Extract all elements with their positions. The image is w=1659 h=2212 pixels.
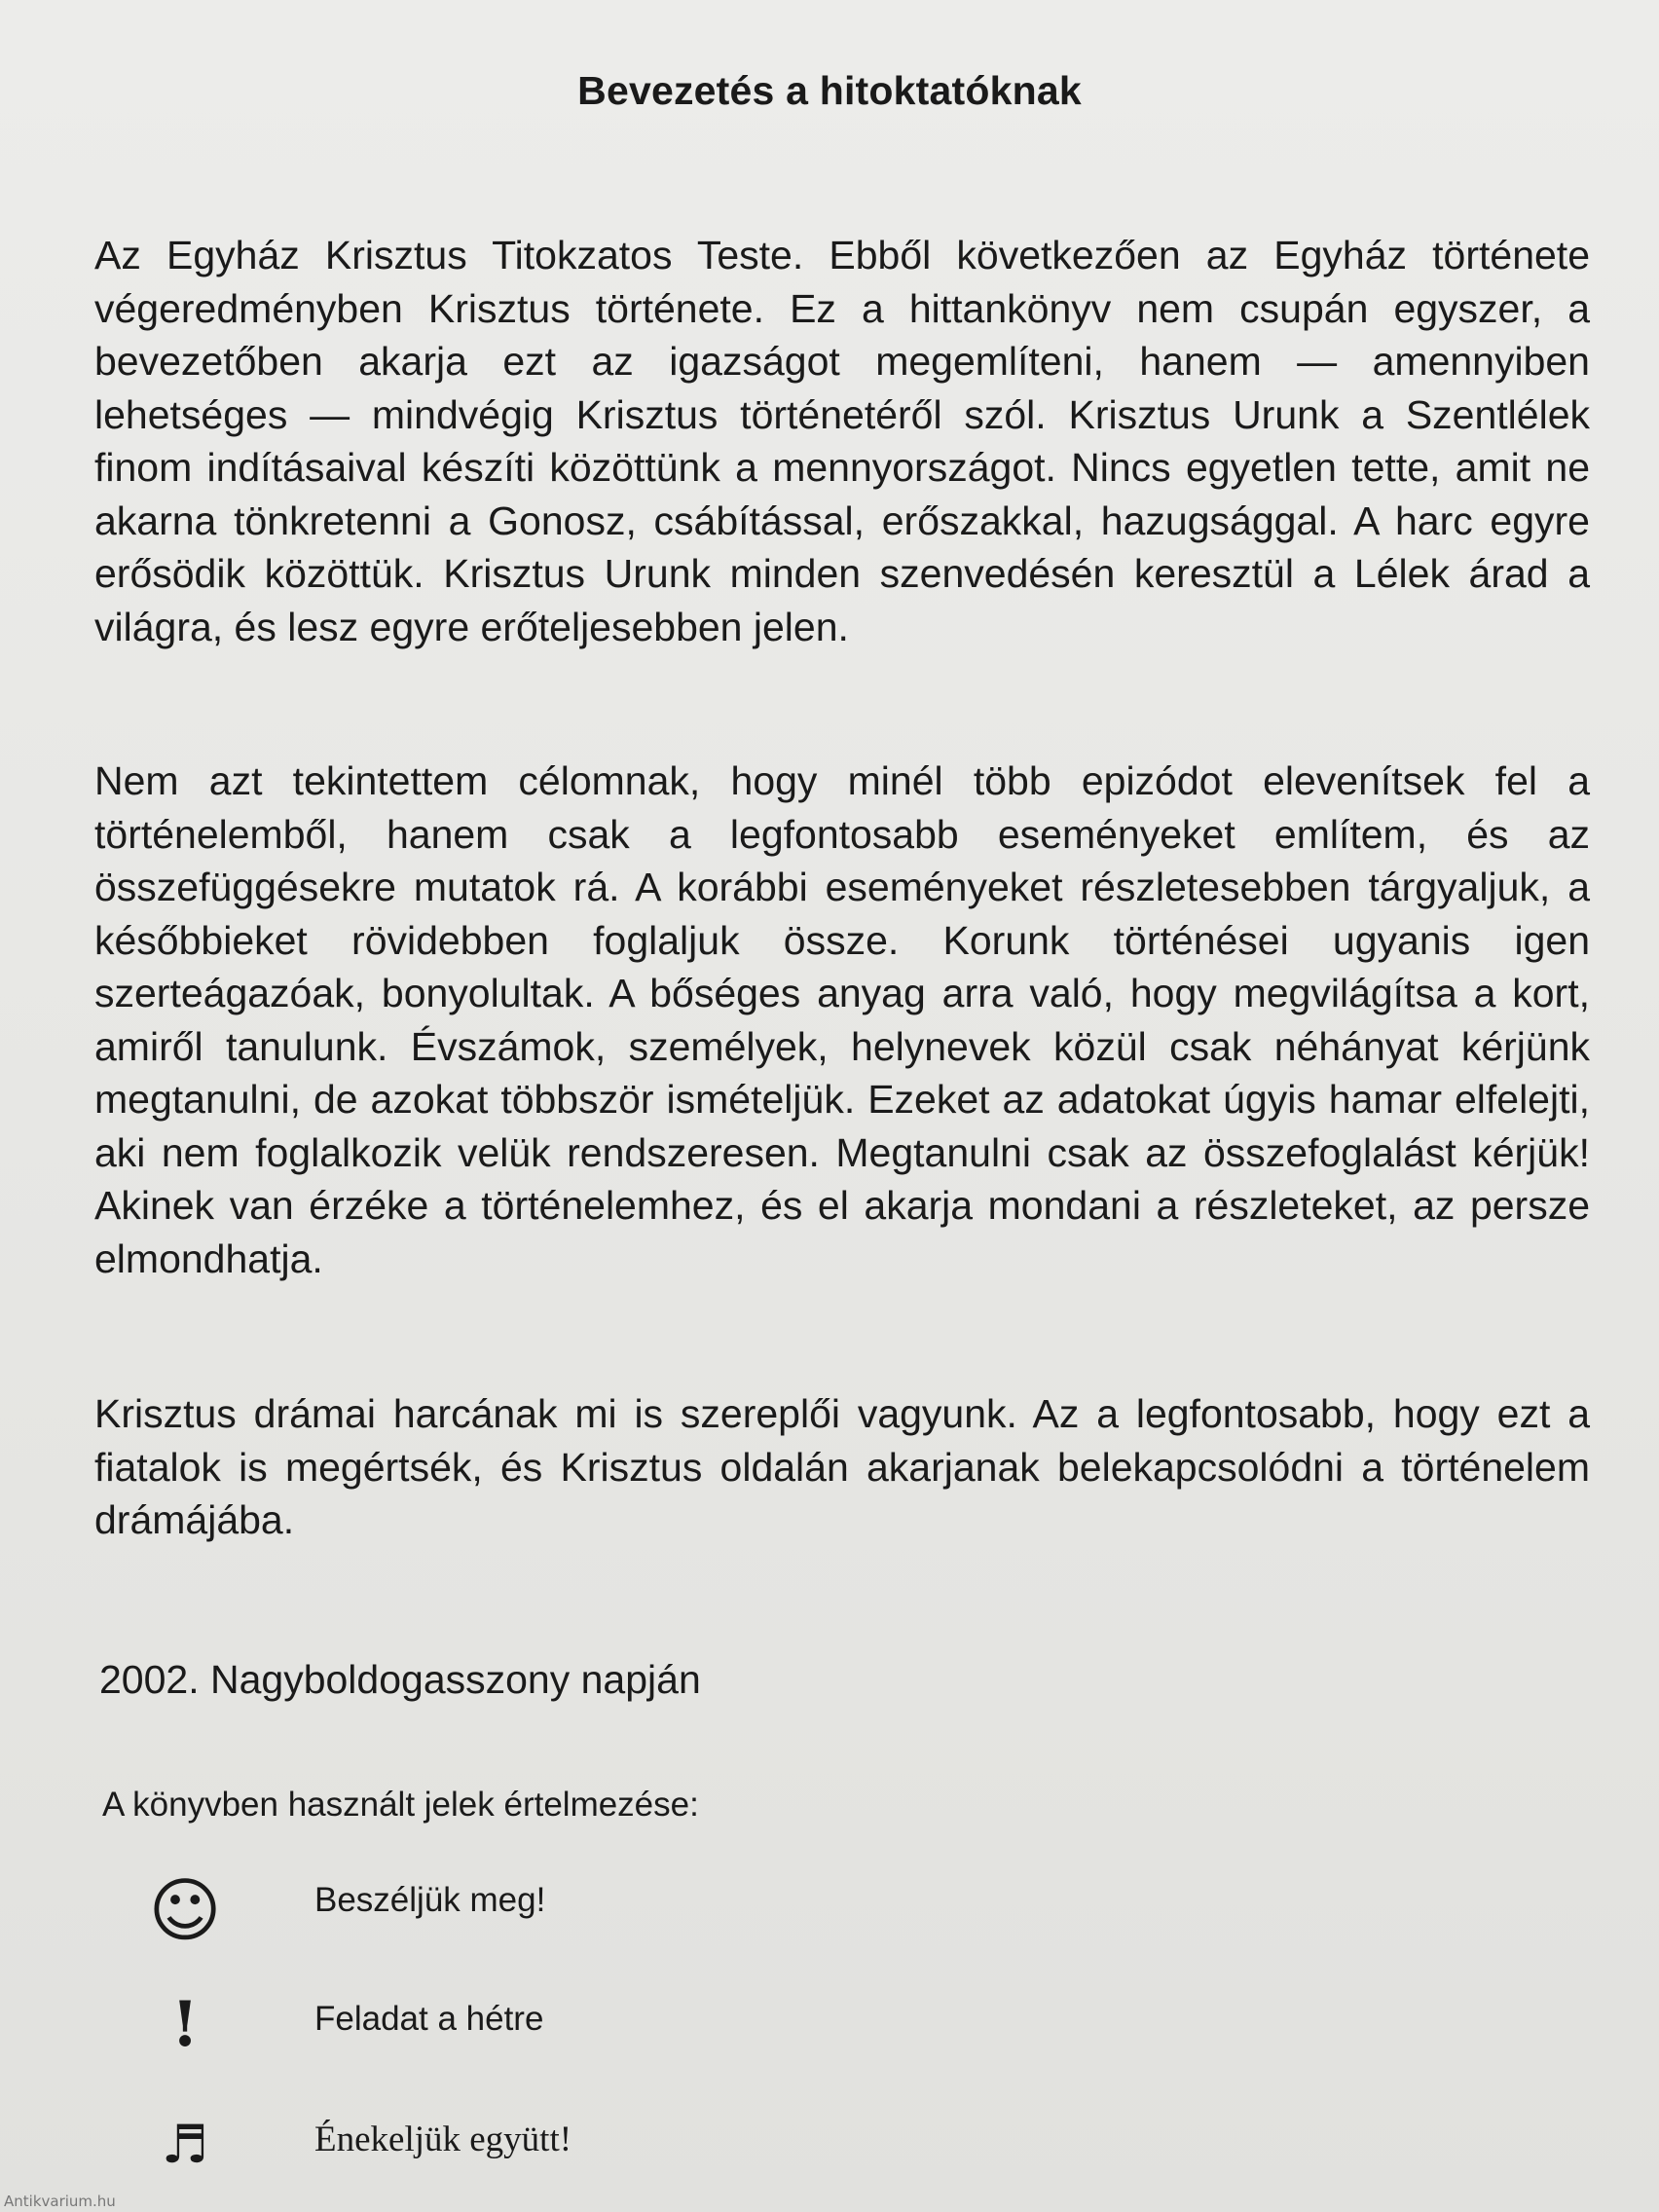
watermark: Antikvarium.hu bbox=[4, 2193, 116, 2210]
legend-label: Feladat a hétre bbox=[314, 2000, 544, 2038]
date-line: 2002. Nagyboldogasszony napján bbox=[99, 1657, 701, 1702]
paragraph-2: Nem azt tekintettem célomnak, hogy minél több epizódot elevenítsek fel a történelemből, hanem csak a legfontosabb eseményeket említem, és az összefüggésekre mutatok rá. A korábbi eseményeket részletesebben tárgyaljuk, a későbbieket rövidebben foglaljuk össze. Korunk történései ugyanis igen szerteágazóak, bonyolultak. A bőséges anyag arra való, hogy megvilágítsa a kort, amiről tanulunk. Évszámok, személyek, helynevek közül csak néhányat kérjünk megtanulni, de azokat többször ismételjük. Ezeket az adatokat úgyis hamar elfelejti, aki nem foglalkozik velük rendszeresen. Megtanulni csak az összefoglalást kérjük! Akinek van érzéke a történelemhez, és el akarja mondani a részleteket, az persze elmondhatja. bbox=[94, 758, 1590, 1281]
legend-item bbox=[146, 1986, 828, 2074]
legend-title: A könyvben használt jelek értelmezése: bbox=[102, 1786, 699, 1824]
legend-label: Énekeljük együtt! bbox=[314, 2120, 572, 2159]
legend-item bbox=[146, 2103, 828, 2191]
exclamation-icon: ! bbox=[170, 1988, 200, 2061]
legend-label: Beszéljük meg! bbox=[314, 1881, 546, 1919]
paragraph-3: Krisztus drámai harcának mi is szereplői vagyunk. Az a legfontosabb, hogy ezt a fiatalok is megértsék, és Krisztus oldalán akarjanak belekapcsolódni a történelem drámájába. bbox=[94, 1391, 1590, 1542]
music-note-icon: ♬ bbox=[161, 2114, 209, 2175]
paragraph-1: Az Egyház Krisztus Titokzatos Teste. Ebből következően az Egyház története végeredményben Krisztus története. Ez a hittankönyv nem csupán egyszer, a bevezetőben akarja ezt az igazságot megemlíteni, hanem — amennyiben lehetséges — mindvégig Krisztus történetéről szól. Krisztus Urunk a Szentlélek finom indításaival készíti közöttünk a mennyországot. Nincs egyetlen tette, amit ne akarna tönkretenni a Gonosz, csábítással, erőszakkal, hazugsággal. A harc egyre erősödik közöttük. Krisztus Urunk minden szenvedésén keresztül a Lélek árad a világra, és lesz egyre erőteljesebben jelen. bbox=[94, 233, 1590, 649]
legend-item bbox=[146, 1869, 828, 1957]
page-title: Bevezetés a hitoktatóknak bbox=[577, 68, 1082, 113]
smiley-icon: ☺ bbox=[148, 1869, 222, 1951]
